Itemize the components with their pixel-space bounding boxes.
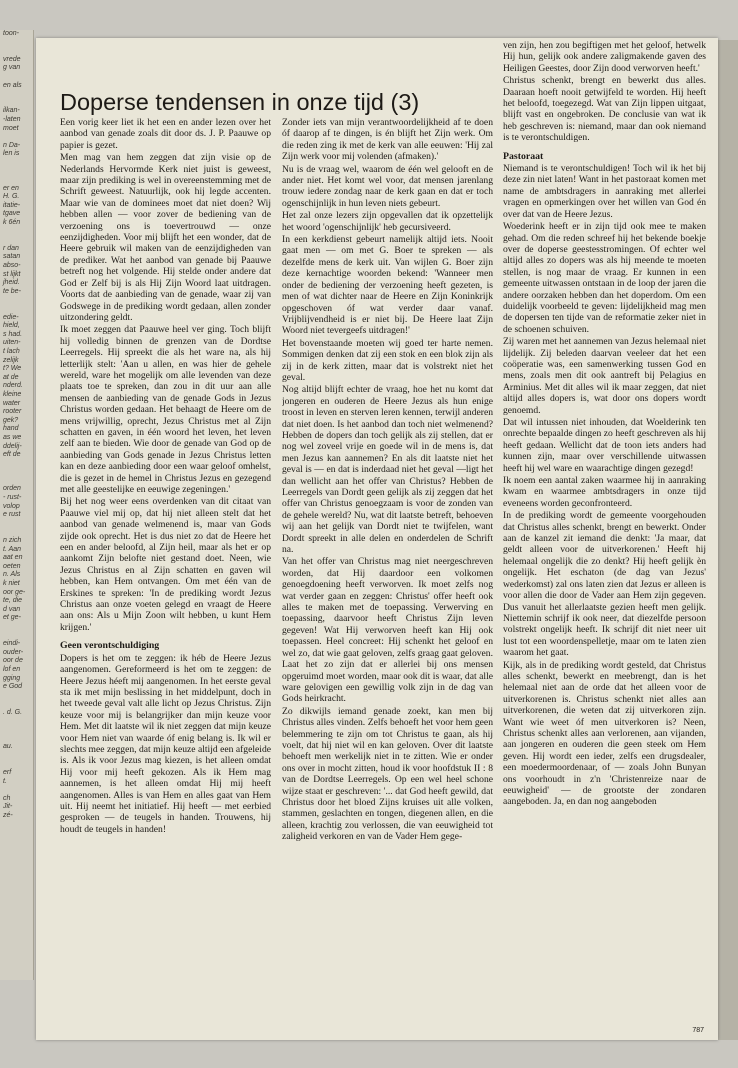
previous-page-fragment xyxy=(0,460,33,469)
col3-text xyxy=(503,40,706,144)
previous-page-fragment: r dan xyxy=(3,244,19,252)
col2-text xyxy=(282,117,493,843)
previous-page-fragment: as we xyxy=(3,433,22,441)
paragraph: Een vorig keer liet ik het een en ander lezen over het aanbod van genade zoals dit door ds. J. P. Paauwe op papier is gezet. xyxy=(60,117,271,151)
paragraph: In de prediking wordt de gemeente voorgehouden dat Christus alles schenkt, brengt en bewerkt. Onder aan de kanzel zit iemand die denkt: 'Ja maar, dat geldt alleen voor de uitverkorenen.' Heeft hij helemaal ongelijk die zo denkt? Hij heeft gelijk èn ongelijk. Het eschaton (de dag van Jezus' wederkomst) zal ons laten zien dat Jezus er alleen is voor allen die door de Vader aan Hem zijn gegeven. Dus vanuit het allerlaatste gezien heeft men gelijk. Niettemin schrijf ik ook neer, dat diezelfde persoon volstrekt ongelijk heeft. Ik schrijf dit niet neer uit lust tot een woordenspelletje, maar om te laten zien waarom het gaat. xyxy=(503,510,706,659)
previous-page-fragment xyxy=(0,47,33,56)
previous-page-fragment: moet xyxy=(3,124,19,132)
page-shadow xyxy=(718,40,738,1040)
previous-page-fragment: n Da- xyxy=(3,141,21,149)
previous-page-fragment: eft de xyxy=(3,451,21,459)
previous-page-fragment: at de xyxy=(3,373,19,381)
previous-page-fragment xyxy=(0,718,33,727)
previous-page-fragment: zé- xyxy=(3,812,13,820)
previous-page-fragment xyxy=(0,296,33,305)
previous-page-fragment xyxy=(0,520,33,529)
previous-page-fragment xyxy=(0,700,33,709)
previous-page-fragment xyxy=(0,73,33,82)
previous-page-fragment xyxy=(0,176,33,185)
previous-page-fragment: lof en xyxy=(3,665,21,673)
previous-page-fragment: eindi- xyxy=(3,640,21,648)
previous-page-fragment xyxy=(0,99,33,108)
paragraph: Ik noem een aantal zaken waarmee hij in aanraking kwam en waarmee ambtsdragers in onze tijd eveneens worden geconfronteerd. xyxy=(503,475,706,509)
previous-page-fragment: te, die xyxy=(3,597,23,605)
previous-page-fragment: - rust- xyxy=(3,494,22,502)
paragraph: Niemand is te verontschuldigen! Toch wil ik het bij deze zin niet laten! Want in het pastoraat komen met name de ambtsdragers in aanraking met allerlei vragen en opmerkingen over het willen van God én over dat van de Heere Jezus. xyxy=(503,163,706,220)
paragraph: Ik moet zeggen dat Paauwe heel ver ging. Toch blijft hij volledig binnen de grenzen van de Dordtse Leerregels. Hij spreekt die als het ware na, als hij letterlijk stelt: 'Aan u allen, en was hier de gehele wereld, ware het mogelijk om alle levenden van deze plaats toe te spreken, dan zou in dit uur aan alle mensen de aanbieding van de genade Gods in Jezus Christus worden gedaan. Het behaagt de Heere om de mens vrijwillig, oprecht, Jezus Christus met al Zijn schatten en gaven, in één woord het leven, het leven zelf aan te bieden. Wie door de genade van God op de aanbieding van Gods genade in Jezus Christus letten kan en deze aanbieding door een waar geloof omhelst, die is gezet in de hemel in Christus Jezus en gezegend met alle geestelijke en eeuwige zegeningen.' xyxy=(60,324,271,495)
previous-page-fragment xyxy=(0,39,33,48)
paragraph: Woederink heeft er in zijn tijd ook mee te maken gehad. Om die reden schreef hij het bekende boekje over de doperse geestesstromingen. Of echter wel altijd alles zo dopers was als hij meende te moeten stellen, is nog maar de vraag. Er kunnen in een gemeente uitwassen ontstaan in de loop der jaren die andere oorzaken hebben dan het doperdom. Om een duidelijk voorbeeld te geven: lijdelijkheid mag men de dopersen ten tijde van de reformatie zeker niet in de schoenen schuiven. xyxy=(503,221,706,335)
previous-page-fragment: uiten- xyxy=(3,339,21,347)
previous-page-fragment: k niet xyxy=(3,580,20,587)
previous-page-fragment: Jit- xyxy=(3,803,13,811)
paragraph: Kijk, als in de prediking wordt gesteld, dat Christus alles schenkt, bewerkt en meebrengt, dan is het helemaal niet aan de orde dat het alleen voor de uitverkorenen is. Christus schenkt niet alles aan uitverkorenen, die weten dat zij uitverkoren zijn. Want wie weet óf men uitverkoren is? Neen, Christus schenkt alles aan verlorenen, aan vijanden, aan jongeren en ouderen die geen steek om Hem geven. Hij wordt een ieder, zelfs een drugsdealer, een moedermoordenaar, of — zoals John Bunyan ons voorhoudt in z'n 'Christenreize naar de eeuwigheid' — de grootste der zondaren aangeboden. Ja, en dan nog aangeboden xyxy=(503,659,706,808)
previous-page-fragment: e rust xyxy=(3,511,21,519)
previous-page-fragment: water xyxy=(3,399,21,407)
previous-page-fragment xyxy=(0,133,33,142)
previous-page-fragment: -laten xyxy=(3,115,21,123)
previous-page-fragment: g van xyxy=(3,64,21,72)
previous-page-fragment: hield, xyxy=(3,322,20,330)
previous-page-fragment: jheid. xyxy=(3,279,20,287)
page-number: 787 xyxy=(692,1027,704,1034)
paragraph: Nog altijd blijft echter de vraag, hoe het nu komt dat jongeren en ouderen de Heere Jezus als hun enige troost in leven en sterven leren kennen, terwijl anderen dat niet doen. Is het aanbod dan toch niet welmenend? Hebben de dopers dan toch gelijk als zij stellen, dat er nog wel zoveel vrije en goede wil in de mens is, dat men Jezus kan aannemen? En als dit laatste niet het geval is — en dat is inderdaad niet het geval —ligt het dan wellicht aan het offer van Christus? Hebben de Leerregels van Dordt geen gelijk als zij zeggen dat het offer van Christus genoegzaam is voor de zonden van de gehele wereld? Nu, wat dit laatste betreft, behoeven wij aan het gelijk van Dordt niet te twijfelen, want Dordt spreekt in alle delen en onderdelen de Schrift na. xyxy=(282,384,493,556)
previous-page-fragment: t. xyxy=(3,777,7,785)
previous-page-fragment xyxy=(0,168,33,177)
previous-page-fragment: ch xyxy=(3,794,11,802)
previous-page-fragment: hand xyxy=(3,425,19,433)
subheading-pastoraat: Pastoraat xyxy=(503,150,544,162)
magazine-page xyxy=(36,38,718,1040)
paragraph: Het zal onze lezers zijn opgevallen dat ik opzettelijk het woord 'ogenschijnlijk' heb gecursiveerd. xyxy=(282,210,493,233)
article-title: Doperse tendensen in onze tijd (3) xyxy=(60,89,420,115)
previous-page-fragment: oor de xyxy=(3,657,23,665)
paragraph: Men mag van hem zeggen dat zijn visie op de Nederlands Hervormde Kerk niet juist is geweest, maar zijn prediking is wel in overeenstemming met de Schrift geweest. Natuurlijk, ook hij legde accenten. Maar wie van de dominees moet dat niet doen? Wij hebben allen — voor zover de bediening van de verzoening ons is toevertrouwd — onze eenzijdigheden. Voor mij blijft het een wonder, dat de Heere gebruik wil maken van de eenzijdigheden van de prediker. Wat het aanbod van genade bij Paauwe betreft nog het volgende. Hij stelde onder andere dat God er Zelf bij is als Hij Zijn Woord laat uitdragen. Voorts dat de aanbieding van de genade, waar zij van Godswege in de prediking wordt gedaan, allen zonder uitzondering geldt. xyxy=(60,152,271,323)
column-1 xyxy=(60,117,271,1037)
paragraph: Dat wil intussen niet inhouden, dat Woelderink ten onrechte bepaalde dingen zo heeft geschreven als hij heeft gedaan. Wellicht dat de toon iets anders had kunnen zijn, maar over verschillende uitwassen heeft hij wel ware en waarachtige dingen gezegd! xyxy=(503,417,706,474)
previous-page-fragment: aat en xyxy=(3,554,23,562)
column-3 xyxy=(503,40,706,1030)
previous-page-fragment: toon- xyxy=(3,30,19,37)
column-2 xyxy=(282,117,493,1037)
previous-page-fragment: ilkan- xyxy=(3,107,20,115)
previous-page-fragment: st lijkt xyxy=(3,270,21,278)
previous-page-fragment: tgave xyxy=(3,210,21,218)
paragraph: Het bovenstaande moeten wij goed ter harte nemen. Sommigen denken dat zij een stok en een blok zijn als zij in de kerk zitten, maar dat is volstrekt niet het geval. xyxy=(282,337,493,383)
paragraph: Zij waren met het aannemen van Jezus helemaal niet lijdelijk. Zij beleden daarvan veeleer dat het een coöperatie was, een samenwerking tussen God en mens, zoals men dit ook aantreft bij Pelagius en Arminius. Met dit alles wil ik maar zeggen, dat niet altijd alles dopers is, wat door ons dopers wordt genoemd. xyxy=(503,336,706,416)
previous-page-fragment: n zich xyxy=(3,537,22,545)
previous-page-fragment: erf xyxy=(3,769,12,777)
previous-page-fragment: satan xyxy=(3,253,21,261)
previous-page-fragment xyxy=(0,528,33,537)
previous-page-fragment: oor ge- xyxy=(3,588,26,596)
col1b-text xyxy=(60,653,271,836)
previous-page-fragment: e God xyxy=(3,683,23,691)
previous-page-fragment: en als xyxy=(3,81,22,89)
previous-page-fragment xyxy=(0,468,33,477)
previous-page-fragment: kleine xyxy=(3,390,22,398)
paragraph: Van het offer van Christus mag niet neergeschreven worden, dat Hij daardoor een volkomen genoegdoening heeft verworven. Ik moet zelfs nog wat verder gaan en zeggen: Christus' offer heeft ook alles te maken met de toepassing. Verwerving en toepassing, daarvoor heeft Christus Zijn leven gegeven! Wat Hij verworven heeft kan Hij ook toepassen. Heel concreet: Hij schenkt het geloof en wel zo, dat wie gaat geloven, zelfs graag gaat geloven. Laat het zo zijn dat er allerlei bij ons mensen opgeruimd moet worden, maar ook dit is waar, dat alle ware gelovigen een gewillig volk zijn in de dag van Gods heirkracht. xyxy=(282,556,493,705)
previous-page-fragment: itatie- xyxy=(3,201,21,209)
previous-page-fragment: H. G. xyxy=(3,193,20,201)
previous-page-fragment: nderd. xyxy=(3,382,23,390)
paragraph: Dopers is het om te zeggen: ik héb de Heere Jezus aangenomen. Gereformeerd is het om te zeggen: de Heere Jezus héeft mij aangenomen. In het eerste geval sta ik met mijn beslissing in het middelpunt, doch in het tweede geval valt alle licht op Jezus Christus. Zijn keuze voor mij is belangrijker dan mijn keuze voor Hem. Met dit laatste wil ik niet zeggen dat mijn keuze voor Hem niet van waarde óf enig belang is. Ik wil er slechts mee zeggen, dat mijn keuze altijd een afgeleide is. Als ik voor Jezus mag kiezen, is het alleen omdat Hij voor mij heeft gekozen. Als ik Hem mag aannemen, is het alleen omdat Hij mij heeft aangenomen. Alles is van Hem en alles gaat van Hem uit. Hij neemt het initiatief. Hij heeft — met eerbied gesproken — de teugels in handen. Trouwens, hij houdt de teugels in handen! xyxy=(60,652,271,835)
previous-page-fragment: k 6én xyxy=(3,219,21,227)
paragraph: Bij het nog weer eens overdenken van dit citaat van Paauwe viel mij op, dat hij niet alleen stelt dat het aanbod van genade welmenend is, maar van Gods zijde ook oprecht. Het is dus niet zo dat de Heere het een en ander beloofd, al Zijn heil, maar als het er op aankomt Zijn belofte niet gestand doet. Neen, wie Jezus Christus en al Zijn schatten en gaven wil hebben, kan Hem ontvangen. Om met één van de Erskines te spreken: 'In de prediking wordt Jezus Christus aan onze voeten gelegd en vraagt de Heere aan ons: Als u Mijn Zoon wilt hebben, u kunt Hem krijgen.' xyxy=(60,496,271,633)
previous-page-fragment xyxy=(0,159,33,168)
previous-page-fragment xyxy=(0,760,33,769)
previous-page-fragment: s had. xyxy=(3,330,23,338)
previous-page-fragment: oeten xyxy=(3,562,21,570)
previous-page-fragment xyxy=(0,228,33,237)
previous-page-fragment: len is xyxy=(3,150,20,158)
previous-page-fragment: . d. G. xyxy=(3,708,23,716)
previous-page-fragment: n. Als xyxy=(3,571,21,579)
previous-page-fragment: t? We xyxy=(3,365,22,373)
paragraph: ven zijn, hen zou begiftigen met het geloof, hetwelk Hij hun, gelijk ook andere zaligmakende gaven des Heiligen Geestes, door Zijn dood verworven heeft.' xyxy=(503,40,706,74)
previous-page-fragment: zelijk xyxy=(3,356,19,364)
previous-page-fragment: volop xyxy=(3,502,20,510)
previous-page-fragment: rooter xyxy=(3,408,22,416)
previous-page-fragment: t lach xyxy=(3,347,20,355)
paragraph: Zo dikwijls iemand genade zoekt, kan men bij Christus alles vinden. Zelfs behoeft het voor hem geen belemmering te zijn om tot Christus te gaan, als hij voelt, dat hij niet wil en kan geloven. Over dit laatste behoeft men werkelijk niet in te zitten. Wie er onder ons over in mocht zitten, houd ik voor hoofdstuk II : 8 van de Dordtse Leerregels. Op een wel heel schone wijze staat er geschreven: '... dat God heeft gewild, dat Christus door het bloed Zijns kruises uit alle volken, stammen, geslachten en tongen, diegenen allen, en die alleen, krachtig zou verlossen, die van eeuwigheid tot zaligheid verkoren en van de Vader Hem gege- xyxy=(282,705,493,843)
previous-page-fragment: orden xyxy=(3,485,21,493)
previous-page-edge xyxy=(0,30,34,980)
previous-page-fragment xyxy=(0,632,33,641)
paragraph: Christus schenkt, brengt en bewerkt dus alles. Daaraan hoeft nooit getwijfeld te worden. Hij heeft het beloofd, toegezegd. Wat van Zijn lippen uitgaat, blijft vast en ongebroken. De conclusie van wat ik heb geschreven is: niemand, maar dan ook niemand is te verontschuldigen. xyxy=(503,75,706,144)
paragraph: Nu is de vraag wel, waarom de één wel gelooft en de ander niet. Het komt wel voor, dat mensen jarenlang trouw iedere zondag naar de kerk gaan en dat er toch ogenschijnlijk in hun leven niets gebeurt. xyxy=(282,163,493,209)
previous-page-fragment: ddelij- xyxy=(3,442,22,450)
previous-page-fragment xyxy=(0,305,33,314)
previous-page-fragment: t. Aan xyxy=(3,545,22,553)
paragraph: Zonder iets van mijn verantwoordelijkheid af te doen óf daarop af te dingen, is én blijft het Zijn werk. Om die reden zing ik met de kerk van alle eeuwen: 'Hij zal Zijn werk voor mij volenden (afmaken).' xyxy=(282,117,493,163)
previous-page-fragment: vrede xyxy=(3,55,21,63)
previous-page-fragment: et ge- xyxy=(3,614,21,622)
paragraph: In een kerkdienst gebeurt namelijk altijd iets. Nooit gaat men — om met G. Boer te spreken — als dezelfde mens de kerk uit. Van wijlen G. Boer zijn deze kernachtige woorden bekend: 'Wanneer men onder de bediening der verzoening heeft gezeten, is men of wat dichter naar de Heere en Zijn Koninkrijk opgeschoven óf wat verder daar vanaf. Vrijblijvendheid is er niet bij. De Heere laat Zijn Woord niet tevergeefs uitdragen!' xyxy=(282,234,493,337)
previous-page-fragment xyxy=(0,692,33,701)
previous-page-fragment xyxy=(0,726,33,735)
previous-page-fragment: au. xyxy=(3,743,13,751)
previous-page-fragment: ouder- xyxy=(3,648,24,656)
previous-page-fragment: edie- xyxy=(3,313,19,321)
previous-page-fragment: gging xyxy=(3,674,21,682)
previous-page-fragment: er en xyxy=(3,184,19,192)
previous-page-fragment xyxy=(0,786,33,795)
previous-page-fragment: gek? xyxy=(3,416,19,424)
previous-page-fragment xyxy=(0,735,33,744)
previous-page-fragment xyxy=(0,236,33,245)
previous-page-fragment xyxy=(0,477,33,486)
col1-text xyxy=(60,117,271,633)
col3b-text xyxy=(503,163,706,808)
previous-page-fragment xyxy=(0,623,33,632)
previous-page-fragment: te be- xyxy=(3,287,21,295)
previous-page-fragment: d van xyxy=(3,605,21,613)
previous-page-fragment xyxy=(0,90,33,99)
previous-page-fragment: abso- xyxy=(3,262,21,270)
subheading-geen-verontschuldiging: Geen verontschuldiging xyxy=(60,640,160,652)
previous-page-fragment xyxy=(0,752,33,761)
